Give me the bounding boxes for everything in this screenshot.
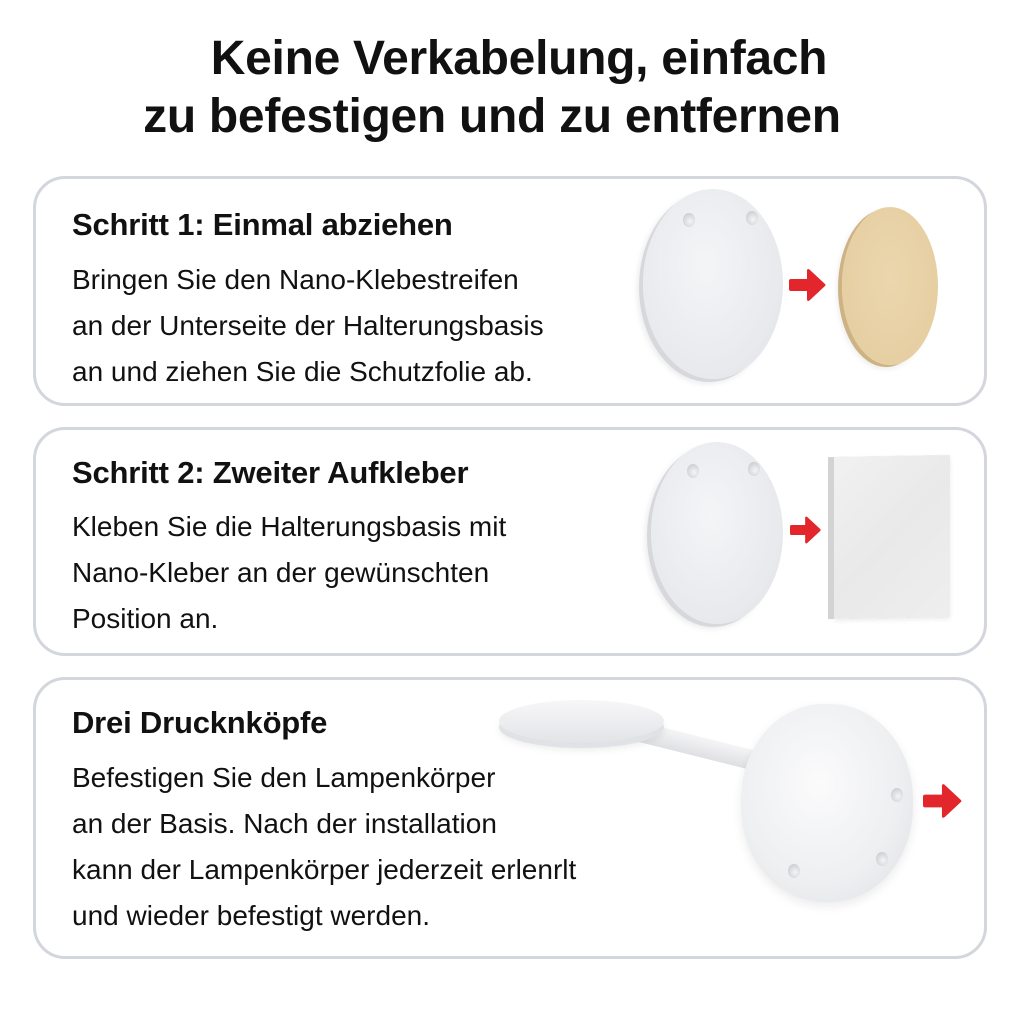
mount-base-disc-icon	[651, 442, 783, 624]
screw-hole-icon	[687, 464, 699, 478]
step-1-illustration	[36, 179, 984, 403]
lamp-head-icon	[499, 700, 664, 742]
step-1-line: an und ziehen Sie die Schutzfolie ab.	[72, 356, 533, 387]
adhesive-pad-beige-icon	[842, 207, 938, 365]
step-1-title: Schritt 1: Einmal abziehen	[72, 207, 453, 242]
page-headline	[0, 30, 1024, 146]
wall-surface-square-icon	[834, 455, 950, 619]
step-card-3	[33, 677, 987, 959]
step-3-line: an der Basis. Nach der installation	[72, 808, 497, 839]
step-1-line: Bringen Sie den Nano-Klebestreifen	[72, 264, 519, 295]
lamp-base-icon	[741, 704, 913, 902]
arrow-right-icon	[923, 780, 963, 822]
step-2-line: Position an.	[72, 603, 219, 634]
step-3-illustration	[36, 680, 984, 956]
step-1-line: an der Unterseite der Halterungsbasis	[72, 310, 544, 341]
step-card-1	[33, 176, 987, 406]
mount-base-disc-icon	[643, 189, 783, 379]
screw-hole-icon	[876, 852, 888, 866]
step-2-title: Schritt 2: Zweiter Aufkleber	[72, 455, 469, 490]
screw-hole-icon	[746, 211, 758, 225]
step-3-line: kann der Lampenkörper jederzeit erlenrlt	[72, 854, 577, 885]
step-2-illustration	[36, 430, 984, 653]
arrow-right-icon	[789, 267, 827, 303]
step-2-line: Kleben Sie die Halterungsbasis mit	[72, 511, 507, 542]
headline-line-1: Keine Verkabelung, einfach	[210, 32, 828, 85]
step-2-line: Nano-Kleber an der gewünschten	[72, 557, 490, 588]
arrow-right-icon	[790, 514, 822, 546]
step-3-line: Befestigen Sie den Lampenkörper	[72, 762, 496, 793]
screw-hole-icon	[891, 788, 903, 802]
headline-line-2: zu befestigen und zu entfernen	[143, 90, 841, 143]
step-3-line: und wieder befestigt werden.	[72, 900, 430, 931]
screw-hole-icon	[683, 213, 695, 227]
step-card-2	[33, 427, 987, 656]
screw-hole-icon	[748, 462, 760, 476]
screw-hole-icon	[788, 864, 800, 878]
step-3-title: Drei Drucknköpfe	[72, 705, 328, 740]
